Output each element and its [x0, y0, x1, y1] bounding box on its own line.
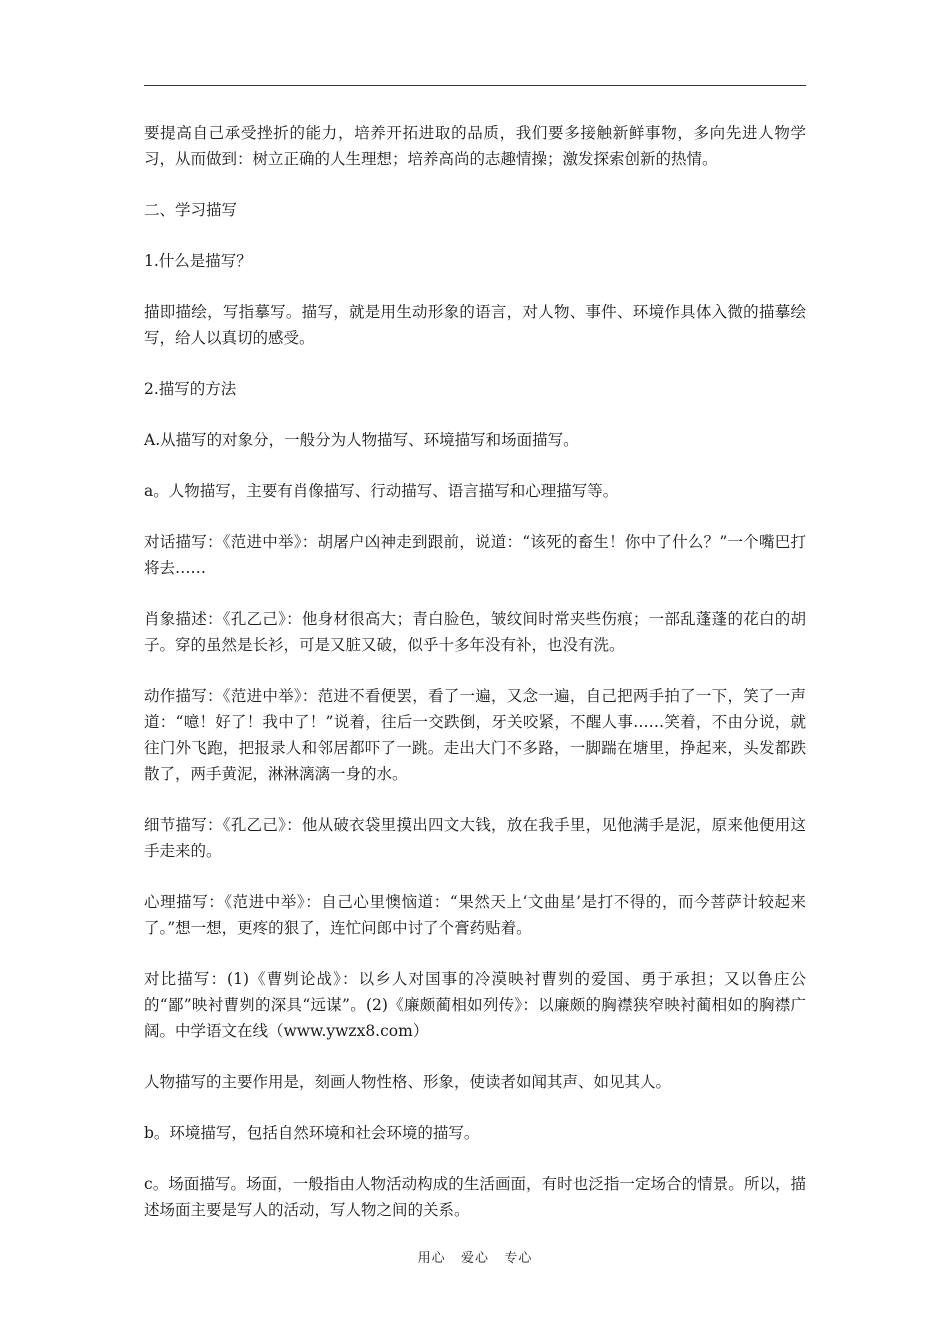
- paragraph-object-types: A.从描写的对象分，一般分为人物描写、环境描写和场面描写。: [144, 431, 579, 449]
- subheading-what-is-description: 1.什么是描写？: [144, 252, 252, 270]
- paragraph-detail-example: 细节描写：《孔乙己》：他从破衣袋里摸出四文大钱，放在我手里，见他满手是泥，原来他便用这手走来的。: [144, 816, 806, 860]
- subheading-methods: 2.描写的方法: [144, 380, 237, 398]
- paragraph-environment: b。环境描写，包括自然环境和社会环境的描写。: [144, 1124, 480, 1142]
- paragraph-character-description: a。人物描写，主要有肖像描写、行动描写、语言描写和心理描写等。: [144, 482, 619, 500]
- paragraph-dialogue-example: 对话描写：《范进中举》：胡屠户凶神走到跟前，说道：“该死的畜生！你中了什么？”一个嘴巴打将去……: [144, 533, 806, 577]
- document-body: [144, 120, 806, 1248]
- page-footer: 用心 爱心 专心: [417, 1251, 533, 1266]
- section-heading: 二、学习描写: [144, 201, 238, 219]
- paragraph-character-purpose: 人物描写的主要作用是，刻画人物性格、形象，使读者如闻其声、如见其人。: [144, 1073, 672, 1091]
- paragraph-scene: c。场面描写。场面，一般指由人物活动构成的生活画面，有时也泛指一定场合的情景。所以，描述场面主要是写人的活动，写人物之间的关系。: [144, 1175, 806, 1219]
- paragraph-action-example: 动作描写：《范进中举》：范进不看便罢，看了一遍，又念一遍，自己把两手拍了一下，笑了一声道：“噫！好了！我中了！”说着，往后一交跌倒，牙关咬紧，不醒人事……笑着，不由分说，就往门外飞跑，把报录人和邻居都吓了一跳。走出大门不多路，一脚踹在塘里，挣起来，头发都跌散了，两手黄泥，淋淋漓漓一身的水。: [144, 687, 806, 783]
- paragraph-intro: 要提高自己承受挫折的能力，培养开拓进取的品质，我们要多接触新鲜事物，多向先进人物学习，从而做到：树立正确的人生理想；培养高尚的志趣情操；激发探索创新的热情。: [144, 124, 806, 168]
- paragraph-definition: 描即描绘，写指摹写。描写，就是用生动形象的语言，对人物、事件、环境作具体入微的描摹绘写，给人以真切的感受。: [144, 303, 806, 347]
- header-rule: [144, 85, 806, 86]
- paragraph-portrait-example: 肖象描述：《孔乙己》：他身材很高大；青白脸色，皱纹间时常夹些伤痕；一部乱蓬蓬的花白的胡子。穿的虽然是长衫，可是又脏又破，似乎十多年没有补，也没有洗。: [144, 610, 806, 654]
- paragraph-contrast-example: 对比描写：(1)《曹刿论战》：以乡人对国事的冷漠映衬曹刿的爱国、勇于承担；又以鲁庄公的“鄙”映衬曹刿的深具“远谋”。(2)《廉颇蔺相如列传》：以廉颇的胸襟狭窄映衬蔺相如的胸襟广阔。中学语文在线（www.ywzx8.com）: [144, 970, 806, 1040]
- paragraph-psychology-example: 心理描写：《范进中举》：自己心里懊恼道：“果然天上‘文曲星’是打不得的，而今菩萨计较起来了。”想一想，更疼的狠了，连忙问郎中讨了个膏药贴着。: [144, 893, 806, 937]
